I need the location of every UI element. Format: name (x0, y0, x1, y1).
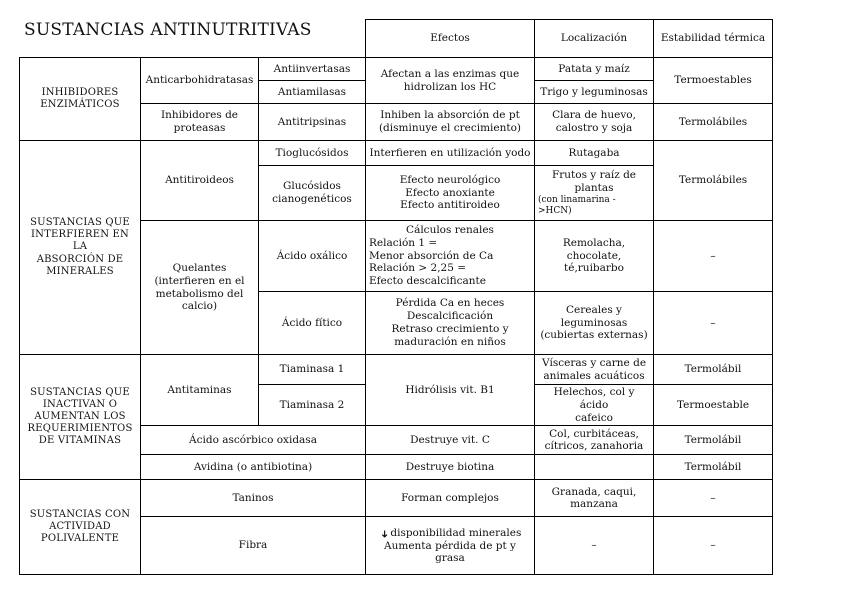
antitiroideos: Antitiroideos (141, 141, 259, 221)
arrow-down-icon: ➜ (377, 529, 389, 538)
taninos: Taninos (141, 480, 366, 517)
anticarbo-effect: Afectan a las enzimas que hidrolizan los HC (366, 58, 535, 104)
taninos-location: Granada, caqui, manzana (535, 480, 654, 517)
ascorbico-stability: Termolábil (654, 426, 773, 455)
anticarbohidratasas: Anticarbohidratasas (141, 58, 259, 104)
tiam-effect: Hidrólisis vit. B1 (366, 355, 535, 426)
glucosidos-cianogeneticos: Glucósidos cianogenéticos (259, 166, 366, 221)
tiam2-location: Helechos, col y ácido cafeico (535, 385, 654, 426)
gluco-location: Frutos y raíz de plantas (con linamarina - >HCN) (535, 166, 654, 221)
fibra: Fibra (141, 517, 366, 575)
header-stability: Estabilidad térmica (654, 20, 773, 58)
antitrip-effect: Inhiben la absorción de pt (disminuye el crecimiento) (366, 104, 535, 141)
tiaminasa-1: Tiaminasa 1 (259, 355, 366, 385)
tiam1-location: Vísceras y carne de animales acuáticos (535, 355, 654, 385)
table-row (20, 480, 773, 517)
oxalico-effect: Cálculos renales Relación 1 = Menor absorción de Ca Relación > 2,25 = Efecto descalcificante (366, 221, 535, 292)
header-location: Localización (535, 20, 654, 58)
oxalico-location: Remolacha, chocolate, té,ruibarbo (535, 221, 654, 292)
fibra-effect: ➜ disponibilidad minerales Aumenta pérdida de pt y grasa (366, 517, 535, 575)
tiaminasa-2: Tiaminasa 2 (259, 385, 366, 426)
ascorbico-effect: Destruye vit. C (366, 426, 535, 455)
avidina-stability: Termolábil (654, 455, 773, 480)
fibra-stability: – (654, 517, 773, 575)
tioglucosidos: Tioglucósidos (259, 141, 366, 166)
quelantes: Quelantes (interfieren en el metabolismo del calcio) (141, 221, 259, 355)
fitico-effect: Pérdida Ca en heces Descalcificación Retraso crecimiento y maduración en niños (366, 292, 535, 355)
tioglu-effect: Interfieren en utilización yodo (366, 141, 535, 166)
fibra-location: – (535, 517, 654, 575)
table-row (20, 58, 773, 81)
antinutrients-table (19, 19, 773, 575)
antitiaminas: Antitaminas (141, 355, 259, 426)
group-mineral-absorption: SUSTANCIAS QUE INTERFIEREN EN LA ABSORCIÓN DE MINERALES (20, 141, 141, 355)
anticarbo-stability: Termoestables (654, 58, 773, 104)
taninos-stability: – (654, 480, 773, 517)
antiinvertasas: Antiinvertasas (259, 58, 366, 81)
fitico-stability: – (654, 292, 773, 355)
header-effects: Efectos (366, 20, 535, 58)
antiinvert-location: Patata y maíz (535, 58, 654, 81)
taninos-effect: Forman complejos (366, 480, 535, 517)
header-row (20, 20, 773, 58)
group-polyvalent: SUSTANCIAS CON ACTIVIDAD POLIVALENTE (20, 480, 141, 575)
oxalico-stability: – (654, 221, 773, 292)
ascorbico-location: Col, curbitáceas, cítricos, zanahoria (535, 426, 654, 455)
antitrip-stability: Termolábiles (654, 104, 773, 141)
page-title: SUSTANCIAS ANTINUTRITIVAS (24, 20, 312, 40)
antitrip-location: Clara de huevo, calostro y soja (535, 104, 654, 141)
antiamil-location: Trigo y leguminosas (535, 81, 654, 104)
acido-ascorbico-oxidasa: Ácido ascórbico oxidasa (141, 426, 366, 455)
tioglu-location: Rutagaba (535, 141, 654, 166)
avidina-effect: Destruye biotina (366, 455, 535, 480)
avidina: Avidina (o antibiotina) (141, 455, 366, 480)
table-row (20, 355, 773, 385)
tiam1-stability: Termolábil (654, 355, 773, 385)
gluco-effect: Efecto neurológico Efecto anoxiante Efecto antitiroideo (366, 166, 535, 221)
antitripsinas: Antitripsinas (259, 104, 366, 141)
group-vitamins: SUSTANCIAS QUE INACTIVAN O AUMENTAN LOS REQUERIMIENTOS DE VITAMINAS (20, 355, 141, 480)
antiamilasas: Antiamilasas (259, 81, 366, 104)
avidina-location (535, 455, 654, 480)
acido-oxalico: Ácido oxálico (259, 221, 366, 292)
fitico-location: Cereales y leguminosas (cubiertas externas) (535, 292, 654, 355)
antitiro-stability: Termolábiles (654, 141, 773, 221)
acido-fitico: Ácido fítico (259, 292, 366, 355)
title-cell (20, 20, 366, 58)
inhibidores-proteasas: Inhibidores de proteasas (141, 104, 259, 141)
group-enzyme-inhibitors: INHIBIDORES ENZIMÁTICOS (20, 58, 141, 141)
table-row (20, 141, 773, 166)
tiam2-stability: Termoestable (654, 385, 773, 426)
